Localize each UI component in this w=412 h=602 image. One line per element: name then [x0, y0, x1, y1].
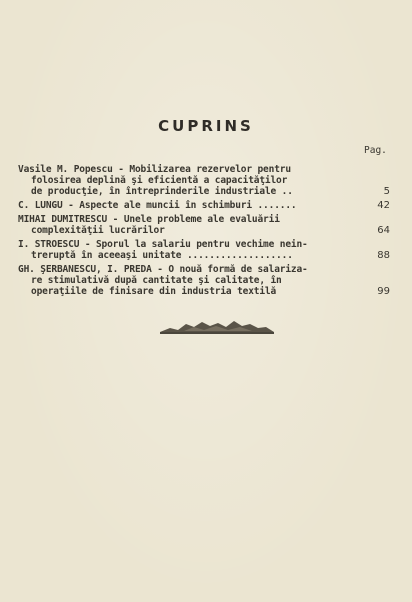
toc-entry-line: C. LUNGU - Aspecte ale muncii în schimburi ....... [18, 200, 297, 211]
toc-entry-line: I. STROESCU - Sporul la salariu pentru vechime nein- [18, 239, 308, 250]
table-of-contents [18, 164, 390, 300]
mountain-ornament-icon [160, 318, 274, 334]
toc-entry-page: 88 [377, 250, 390, 261]
toc-entry-page: 5 [383, 186, 390, 197]
page-title: CUPRINS [158, 117, 254, 135]
page-column-label: Pag. [364, 145, 387, 156]
toc-entry-line: de producţie, în întreprinderile industriale .. [31, 186, 293, 197]
toc-entry-line: re stimulativă după cantitate şi calitate, în [31, 275, 282, 286]
toc-entry-line: MIHAI DUMITRESCU - Unele probleme ale evaluării [18, 214, 280, 225]
toc-entry [18, 164, 390, 197]
toc-entry-page: 64 [377, 225, 390, 236]
toc-entry [18, 200, 390, 211]
toc-entry-line: treruptă în aceeaşi unitate ................... [31, 250, 293, 261]
toc-entry-line: complexităţii lucrărilor [31, 225, 165, 236]
toc-entry-line: folosirea deplină şi eficientă a capacităţilor [31, 175, 288, 186]
toc-entry-page: 42 [377, 200, 390, 211]
toc-entry-line: Vasile M. Popescu - Mobilizarea rezervelor pentru [18, 164, 291, 175]
toc-entry [18, 214, 390, 236]
toc-entry [18, 264, 390, 297]
toc-entry-line: operaţiile de finisare din industria textilă [31, 286, 277, 297]
toc-entry-page: 99 [377, 286, 390, 297]
toc-entry-line: GH. ŞERBANESCU, I. PREDA - O nouă formă de salariza- [18, 264, 308, 275]
toc-entry [18, 239, 390, 261]
